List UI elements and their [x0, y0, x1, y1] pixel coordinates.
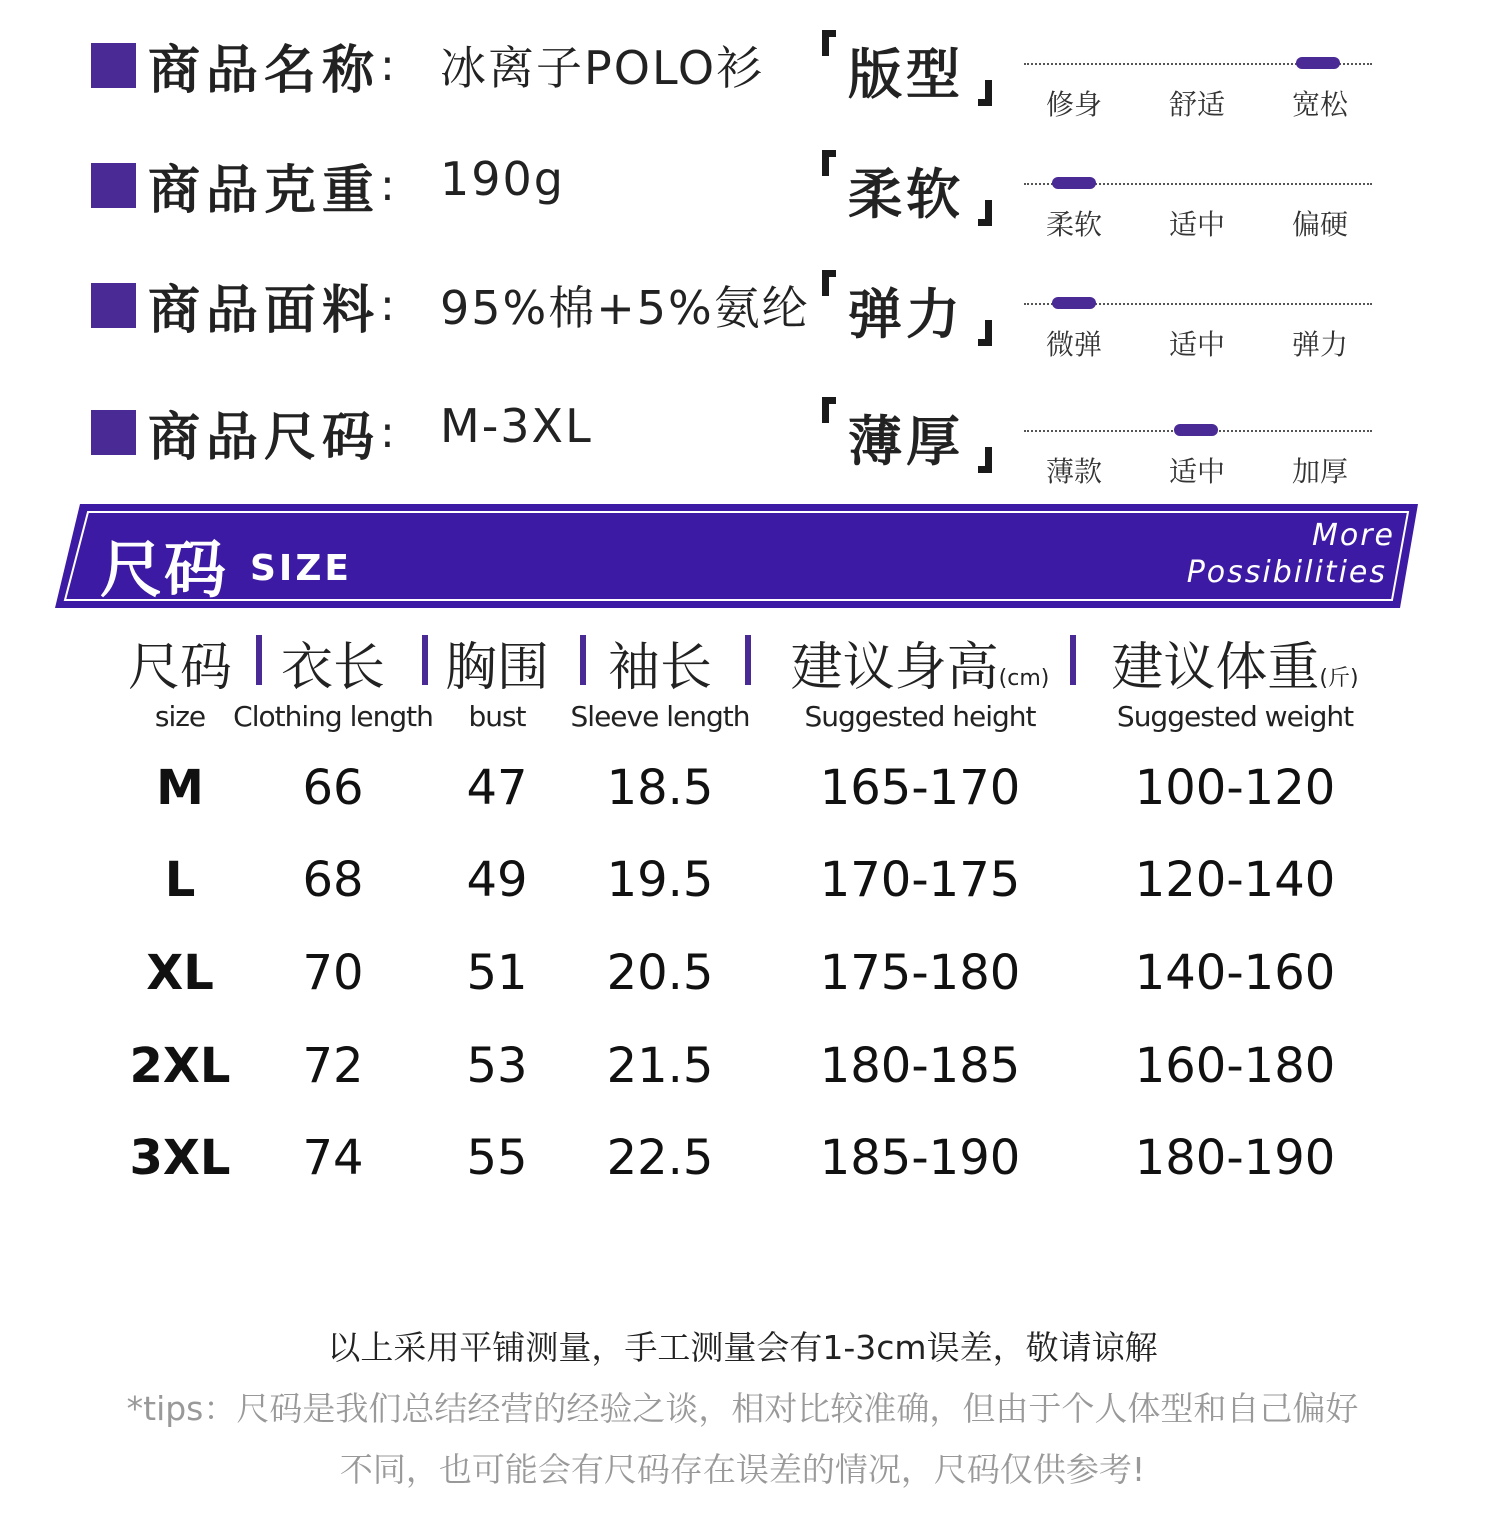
table-cell: 49 — [466, 852, 528, 908]
table-cell: 180-190 — [1134, 1130, 1336, 1186]
info-value: 冰离子POLO衫 — [440, 41, 765, 95]
info-label: 商品克重 — [148, 161, 381, 221]
table-cell: 19.5 — [606, 852, 714, 908]
bracket-close-icon — [978, 447, 992, 473]
scale-option: 适中 — [1169, 208, 1226, 241]
scale-option: 微弹 — [1046, 328, 1103, 361]
bullet-square — [91, 410, 136, 455]
bracket-open-icon — [822, 150, 836, 176]
scale-option: 薄款 — [1046, 455, 1103, 488]
table-cell: 160-180 — [1134, 1038, 1336, 1094]
table-cell: 21.5 — [606, 1038, 714, 1094]
bullet-square — [91, 163, 136, 208]
info-label: 商品名称 — [148, 41, 381, 101]
scale-option: 宽松 — [1292, 88, 1349, 121]
column-header — [281, 625, 385, 700]
bracket-open-icon — [822, 397, 836, 423]
size-cell: M — [156, 760, 204, 816]
column-separator — [256, 635, 262, 685]
column-header-en: Clothing length — [233, 700, 433, 733]
size-cell: 2XL — [129, 1038, 231, 1094]
table-cell: 170-175 — [819, 852, 1021, 908]
scale-indicator — [1052, 177, 1096, 189]
info-label: 商品面料 — [148, 281, 381, 341]
column-header — [128, 625, 232, 700]
table-cell: 120-140 — [1134, 852, 1336, 908]
banner-subtitle: SIZE — [250, 548, 353, 589]
column-header-cn: 胸围 — [444, 638, 550, 698]
banner-tagline-more: More — [1311, 518, 1395, 553]
scale-option: 修身 — [1046, 88, 1103, 121]
column-header-unit: (cm) — [998, 666, 1050, 691]
table-cell: 51 — [466, 945, 528, 1001]
banner-title: 尺码 — [100, 533, 229, 606]
size-cell: L — [164, 852, 196, 908]
info-colon: : — [380, 280, 395, 331]
column-header-en: Sleeve length — [570, 700, 750, 733]
column-separator — [422, 635, 428, 685]
bracket-open-icon — [822, 270, 836, 296]
column-header-cn: 尺码 — [127, 638, 233, 698]
column-header-en: Suggested weight — [1116, 700, 1354, 733]
table-cell: 185-190 — [819, 1130, 1021, 1186]
scale-indicator — [1174, 424, 1218, 436]
table-cell: 140-160 — [1134, 945, 1336, 1001]
bracket-close-icon — [978, 200, 992, 226]
banner-tagline-possibilities: Possibilities — [1186, 555, 1387, 590]
table-cell: 175-180 — [819, 945, 1021, 1001]
scale-indicator — [1052, 297, 1096, 309]
table-cell: 47 — [466, 760, 528, 816]
attribute-title: 版型 — [848, 43, 964, 106]
table-cell: 18.5 — [606, 760, 714, 816]
table-cell: 100-120 — [1134, 760, 1336, 816]
measurement-note: 以上采用平铺测量，手工测量会有1-3cm误差，敬请谅解 — [327, 1328, 1158, 1367]
table-cell: 180-185 — [819, 1038, 1021, 1094]
scale-option: 舒适 — [1169, 88, 1226, 121]
tips-note-line2: 不同，也可能会有尺码存在误差的情况，尺码仅供参考! — [339, 1450, 1146, 1489]
table-cell: 20.5 — [606, 945, 714, 1001]
column-header-en: size — [154, 700, 206, 733]
table-cell: 22.5 — [606, 1130, 714, 1186]
tips-note-line1: *tips：尺码是我们总结经营的经验之谈，相对比较准确，但由于个人体型和自己偏好 — [126, 1389, 1359, 1428]
column-header-cn: 建议身高 — [790, 638, 999, 698]
bullet-square — [91, 283, 136, 328]
scale-option: 加厚 — [1292, 455, 1349, 488]
column-header-unit: (斤) — [1319, 666, 1359, 691]
table-cell: 68 — [302, 852, 364, 908]
column-header-cn: 建议体重 — [1111, 638, 1320, 698]
attribute-title: 柔软 — [848, 163, 964, 226]
table-cell: 165-170 — [819, 760, 1021, 816]
column-header-en: Suggested height — [804, 700, 1036, 733]
column-header-en: bust — [468, 700, 526, 733]
column-separator — [1070, 635, 1076, 685]
table-cell: 72 — [302, 1038, 364, 1094]
table-cell: 70 — [302, 945, 364, 1001]
info-value: 190g — [440, 152, 565, 206]
attribute-title: 弹力 — [848, 283, 964, 346]
scale-option: 偏硬 — [1292, 208, 1349, 241]
column-header-cn: 衣长 — [280, 638, 386, 698]
info-colon: : — [380, 407, 395, 458]
table-cell: 53 — [466, 1038, 528, 1094]
column-header-cn: 袖长 — [607, 638, 713, 698]
scale-option: 适中 — [1169, 328, 1226, 361]
info-label: 商品尺码 — [148, 408, 381, 468]
size-cell: XL — [146, 945, 214, 1001]
table-cell: 74 — [302, 1130, 364, 1186]
column-header — [445, 625, 549, 700]
scale-option: 适中 — [1169, 455, 1226, 488]
column-header — [608, 625, 712, 700]
attribute-title: 薄厚 — [848, 410, 964, 473]
column-header — [791, 625, 1050, 700]
info-value: M-3XL — [440, 399, 593, 453]
bracket-close-icon — [978, 320, 992, 346]
size-cell: 3XL — [129, 1130, 231, 1186]
table-cell: 66 — [302, 760, 364, 816]
info-value: 95%棉+5%氨纶 — [440, 281, 810, 335]
table-cell: 55 — [466, 1130, 528, 1186]
column-separator — [580, 635, 586, 685]
column-separator — [745, 635, 751, 685]
scale-option: 柔软 — [1046, 208, 1103, 241]
info-colon: : — [380, 160, 395, 211]
column-header — [1111, 625, 1358, 700]
scale-option: 弹力 — [1292, 328, 1349, 361]
info-colon: : — [380, 40, 395, 91]
